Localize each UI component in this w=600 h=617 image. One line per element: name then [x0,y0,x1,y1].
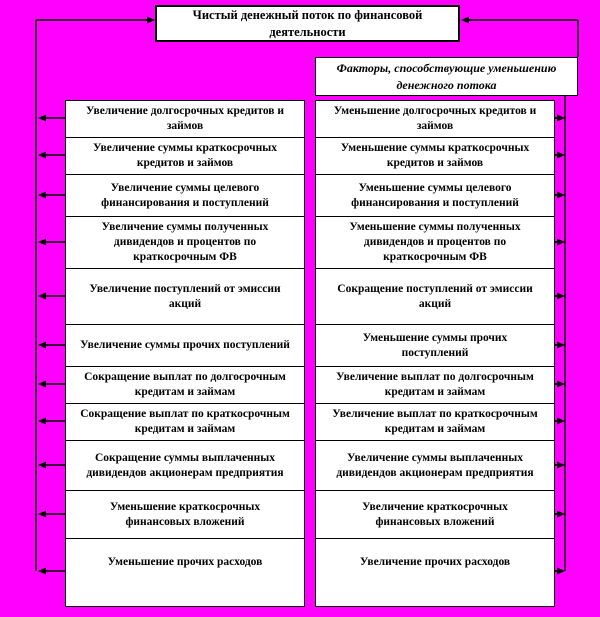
left-factor-row: Уменьшение прочих расходов [107,556,263,568]
right-column-header-box: Факторы, способствующие уменьшению денежного потока [315,57,578,96]
increase-factors-column [65,100,305,607]
decrease-factors-column [315,100,555,607]
right-factor-row: Уменьшение долгосрочных кредитов и займов [316,101,554,138]
left-factor-row: Увеличение суммы целевого финансирования и поступлений [66,175,304,217]
right-factor-row: Увеличение выплат по долгосрочным кредитам и займам [316,367,554,404]
left-factor-row: Сокращение выплат по долгосрочным кредитам и займам [66,367,304,404]
left-factor-row: Увеличение суммы прочих поступлений [66,325,304,367]
right-factor-row: Увеличение краткосрочных финансовых вложений [316,491,554,539]
right-factor-row: Уменьшение суммы прочих поступлений [316,325,554,367]
right-factor-row: Сокращение поступлений от эмиссии акций [316,269,554,325]
title-box: Чистый денежный поток по финансовой деятельности [155,5,460,42]
left-factor-row: Увеличение поступлений от эмиссии акций [66,269,304,325]
right-factor-row: Уменьшение суммы краткосрочных кредитов и займов [316,138,554,175]
left-factor-row: Сокращение суммы выплаченных дивидендов акционерам предприятия [66,441,304,491]
right-factor-row: Уменьшение суммы полученных дивидендов и процентов по краткосрочным ФВ [316,217,554,269]
left-factor-row: Уменьшение краткосрочных финансовых вложений [66,491,304,539]
left-factor-row: Сокращение выплат по краткосрочным кредитам и займам [66,404,304,441]
right-factor-row: Увеличение выплат по краткосрочным кредитам и займам [316,404,554,441]
right-factor-row: Уменьшение суммы целевого финансирования и поступлений [316,175,554,217]
left-factor-row: Увеличение долгосрочных кредитов и займов [66,101,304,138]
left-factor-row: Увеличение суммы полученных дивидендов и процентов по краткосрочным ФВ [66,217,304,269]
left-factor-row: Увеличение суммы краткосрочных кредитов и займов [66,138,304,175]
right-factor-row: Увеличение суммы выплаченных дивидендов акционерам предприятия [316,441,554,491]
right-factor-row: Увеличение прочих расходов [359,556,511,568]
left-row-arrows [45,118,66,571]
